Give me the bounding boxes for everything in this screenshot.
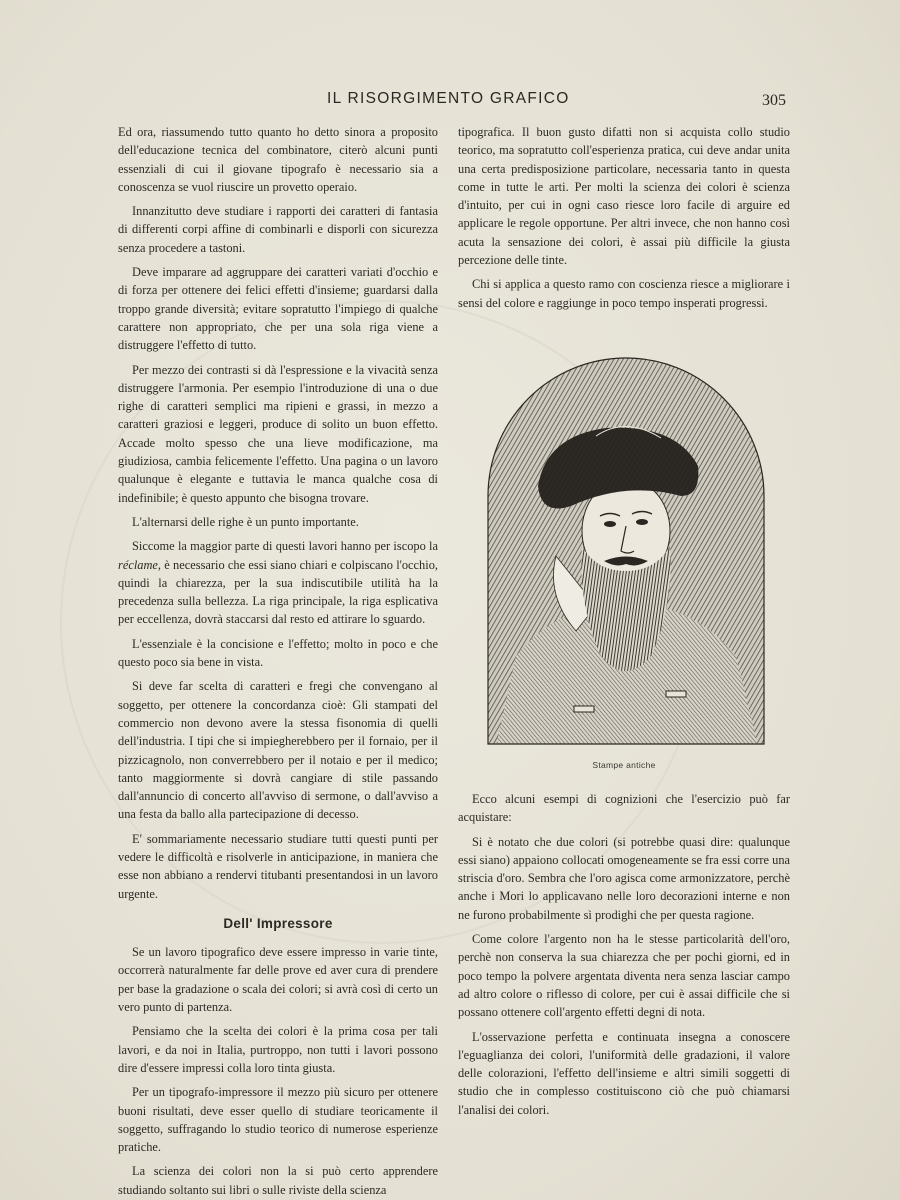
figure-caption: Stampe antiche — [592, 760, 656, 770]
paragraph-text: Siccome la maggior parte di questi lavori hanno per iscopo la — [132, 539, 438, 554]
right-column-upper — [458, 123, 790, 318]
paragraph: Si è notato che due colori (si potrebbe quasi dire: qualunque essi siano) appaiono collocati omogeneamente se fra essi corre una striscia d'oro. Sembra che l'oro agisca come armonizzatore, perchè anche i Mori lo applicavano nelle loro decorazioni interne e non ne furono probabilmente sì prodighi che per questa ragione. — [458, 834, 791, 922]
portrait-illustration — [486, 356, 766, 746]
section-heading: Dell' Impressore — [223, 915, 333, 931]
paragraph: Deve imparare ad aggruppare dei caratteri variati d'occhio e di forza per ottenere dei felici effetti d'insieme; guardarsi dalla troppo grande diversità; evitare sopratutto l'impiego di qualche carattere non appropriato, che per una sola riga viene a distruggere l'effetto di tutto. — [118, 265, 438, 353]
paragraph: Chi si applica a questo ramo con coscienza riesce a migliorare i sensi del colore e raggiunge in poco tempo insperati progressi. — [458, 277, 790, 310]
paragraph: Pensiamo che la scelta dei colori è la prima cosa per tali lavori, e da noi in Italia, purtroppo, non tutti i lavori possono dire d'essere impressi colla loro tinta giusta. — [118, 1024, 438, 1075]
paragraph: Si deve far scelta di caratteri e fregi che convengano al soggetto, per ottenere la concordanza cioè: Gli stampati del commercio non devono avere la stessa fisonomia di quelli dell'industria. I tipi che si impiegherebbero per il fornaio, per il pizzicagnolo, non converrebbero per il notaio e per il medico; tanto maggiormente si dovrà cangiare di stile passando dall'annuncio di concerto all'avviso di sermone, o dall'avviso a una festa da ballo alla partecipazione di decesso. — [118, 679, 438, 822]
running-header — [0, 90, 900, 114]
paragraph: L'osservazione perfetta e continuata insegna a conoscere l'eguaglianza dei colori, l'uniformità delle gradazioni, il valore delle colorazioni, l'effetto dell'insieme e altri simili soggetti di studio che in complesso costituiscono ciò che può chiamarsi l'analisi dei colori. — [458, 1029, 790, 1117]
paragraph: Innanzitutto deve studiare i rapporti dei caratteri di fantasia di differenti corpi affine di combinarli e disporli con sicurezza senza procedere a tastoni. — [118, 204, 438, 255]
paragraph — [118, 537, 438, 628]
running-title: IL RISORGIMENTO GRAFICO — [327, 90, 570, 107]
paragraph: La scienza dei colori non la si può certo apprendere studiando soltanto sui libri o sulle riviste della scienza — [118, 1164, 438, 1197]
portrait-engraving — [486, 356, 766, 746]
paragraph: Per un tipografo-impressore il mezzo più sicuro per ottenere buoni risultati, deve esser quello di studiare teoricamente il soggetto, suffragando lo studio teorico di numerose esperienze pratiche. — [118, 1085, 438, 1155]
paragraph: Come colore l'argento non ha le stesse particolarità dell'oro, perchè non conserva la sua chiarezza che per pochi giorni, ed in poco tempo la polvere argentata diventa nera senza lasciar campo ad altro colore o riflesso di colore, per cui è assai difficile che si possano ottenere coll'argento effetti degni di nota. — [458, 932, 790, 1020]
page-number: 305 — [762, 92, 786, 109]
paragraph-text: , è necessario che essi siano chiari e colpiscano l'occhio, quindi la chiarezza, per la sua indiscutibile utilità ha la precedenza sulla bellezza. La riga principale, la riga esplicativa per eccellenza, dovrà staccarsi dal resto ed attirare lo sguardo. — [118, 557, 438, 627]
paragraph: L'alternarsi delle righe è un punto importante. — [132, 514, 359, 529]
right-column-lower — [458, 790, 790, 1125]
paragraph: E' sommariamente necessario studiare tutti questi punti per vedere le difficoltà e risolverle in anticipazione, in maniera che esse non abbiano a rendervi titubanti presentandosi in un lavoro urgente. — [118, 831, 438, 901]
paragraph: tipografica. Il buon gusto difatti non si acquista collo studio teorico, ma sopratutto coll'esperienza pratica, cui deve andar unita una certa predisposizione particolare, necessaria tanto in questa come in tutte le arti. Per molti la scienza dei colori è scienza d'intuito, per cui in ogni caso riesce loro facile di arguire ed applicare le regole opportune. Per altri invece, che non hanno così acuta la sensazione dei colori, è assai più difficile la giusta percezione delle tinte. — [458, 125, 790, 268]
paragraph: Ecco alcuni esempi di cognizioni che l'esercizio può far acquistare: — [458, 792, 790, 825]
paragraph: Se un lavoro tipografico deve essere impresso in varie tinte, occorrerà naturalmente far delle prove ed aver cura di prendere per base la gradazione o scala dei colori; si avrà così di certo un vero punto di partenza. — [118, 945, 438, 1015]
paragraph: Ed ora, riassumendo tutto quanto ho detto sinora a proposito dell'educazione tecnica del combinatore, citerò alcuni punti essenziali di cui il giovane tipografo è necessario sia a conoscenza se vuol riuscire un provetto operaio. — [118, 125, 438, 194]
left-column — [118, 123, 438, 1200]
paragraph: Per mezzo dei contrasti si dà l'espressione e la vivacità senza distruggere l'armonia. Per esempio l'introduzione di una o due righe di caratteri semplici ma ripieni e grassi, in mezzo a caratteri graziosi e leggeri, produce di solito un buon effetto. Accade molto spesso che una lieve modificazione, ma giudiziosa, cambia felicemente l'effetto. Una pagina o un lavoro qualunque è elegante e tuttavia le manca qualche cosa di indefinibile; è questo appunto che bisogna trovare. — [118, 362, 438, 505]
paragraph: L'essenziale è la concisione e l'effetto; molto in poco e che questo poco sia bene in vista. — [118, 636, 438, 670]
italic-word: réclame — [118, 557, 158, 572]
